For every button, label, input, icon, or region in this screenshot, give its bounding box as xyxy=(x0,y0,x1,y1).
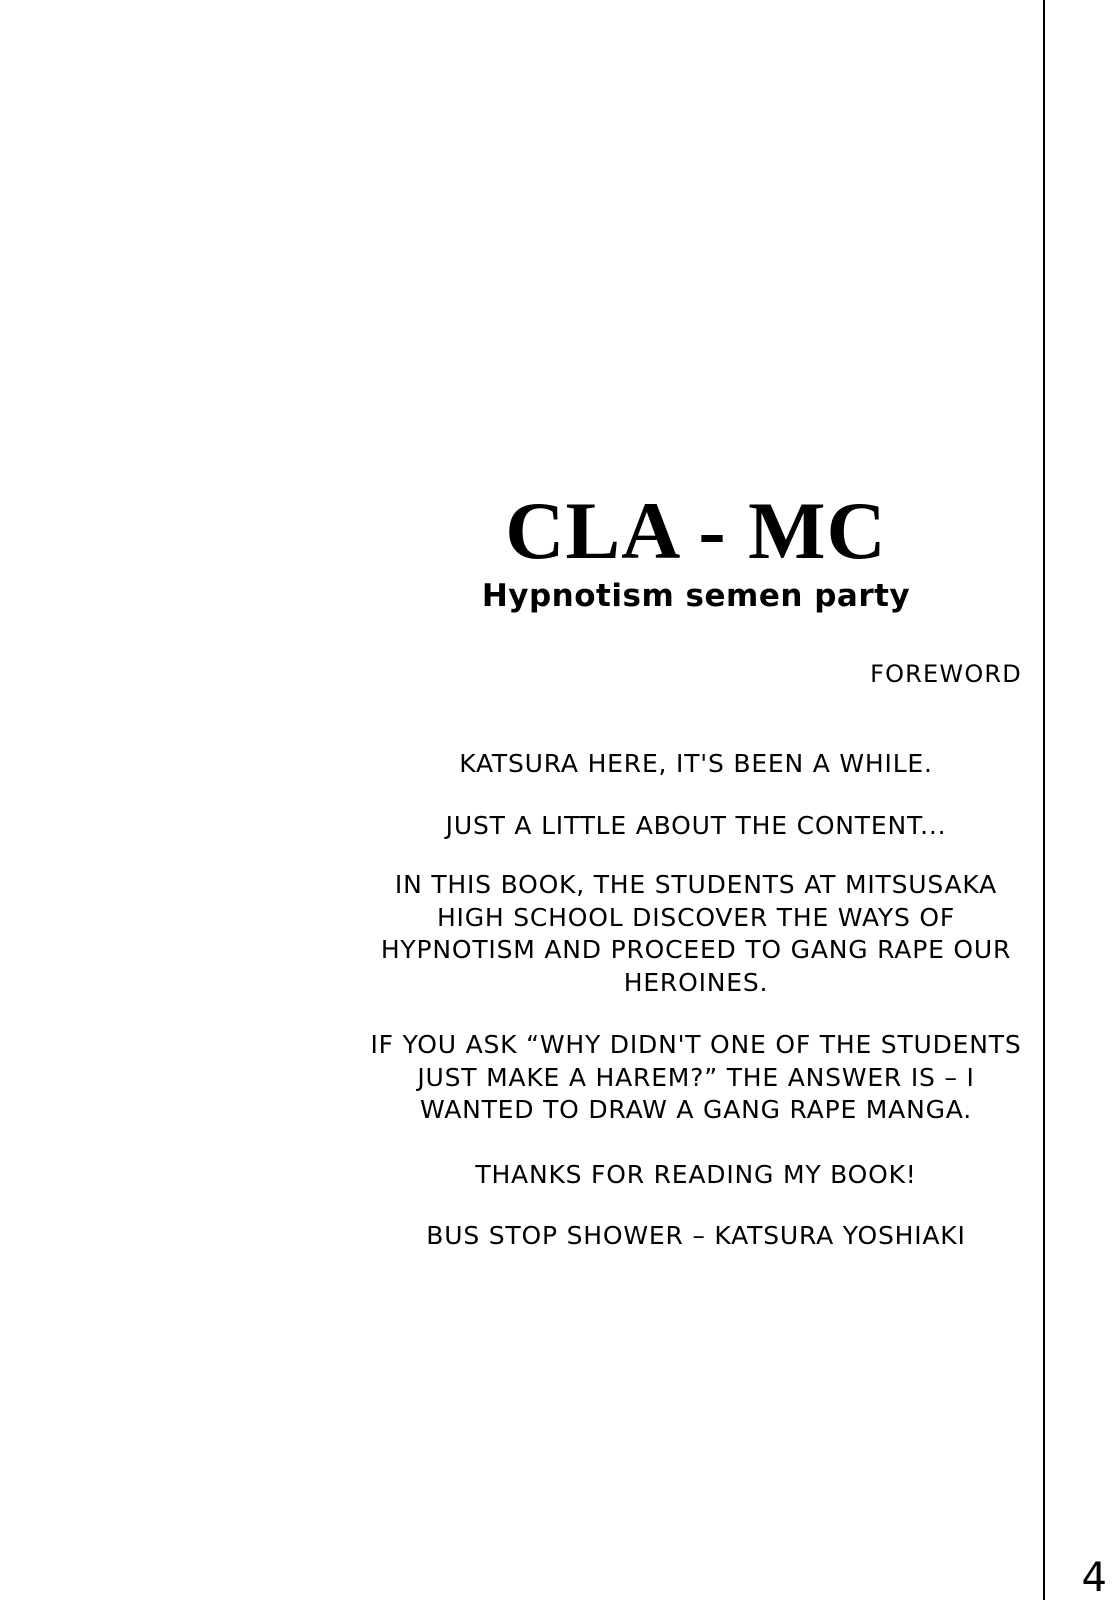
page-number: 4 xyxy=(1081,1555,1107,1601)
foreword-paragraph-5: THANKS FOR READING MY BOOK! xyxy=(475,1159,917,1189)
foreword-content xyxy=(360,485,1032,1254)
page-title: CLA - MC xyxy=(505,485,887,576)
foreword-paragraph-1: KATSURA HERE, IT'S BEEN A WHILE. xyxy=(459,749,933,778)
foreword-paragraph-3: IN THIS BOOK, THE STUDENTS AT MITSUSAKA HIGH SCHOOL DISCOVER THE WAYS OF HYPNOTISM AND PROCEED TO GANG RAPE OUR HEROINES. xyxy=(380,870,1012,997)
foreword-signature: BUS STOP SHOWER – KATSURA YOSHIAKI xyxy=(426,1221,966,1250)
foreword-paragraph-2: JUST A LITTLE ABOUT THE CONTENT... xyxy=(445,810,947,840)
section-heading-foreword: FOREWORD xyxy=(870,660,1022,688)
foreword-paragraph-4: IF YOU ASK “WHY DIDN'T ONE OF THE STUDENTS JUST MAKE A HAREM?” THE ANSWER IS – I WANTED TO DRAW A GANG RAPE MANGA. xyxy=(370,1030,1022,1124)
page-edge-rule xyxy=(1043,0,1045,1600)
page-subtitle: Hypnotism semen party xyxy=(481,578,911,614)
